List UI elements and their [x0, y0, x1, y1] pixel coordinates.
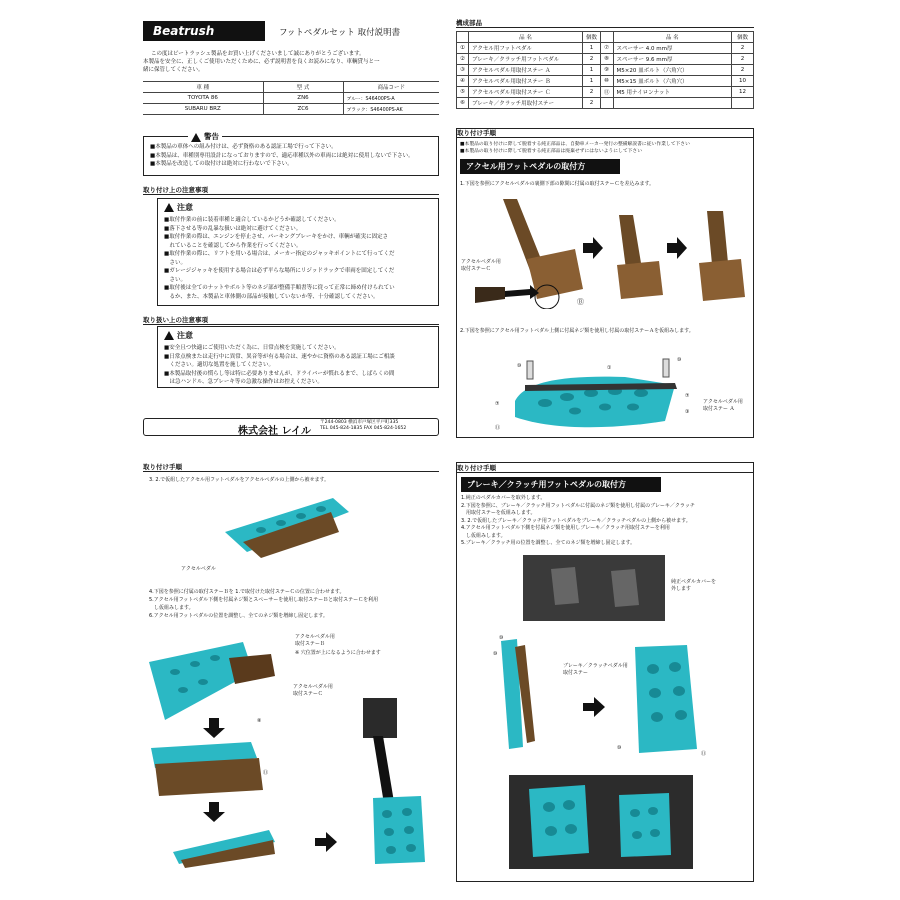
step-2-text: 2.下図を参照にアクセル用フットペダル上側に付属ネジ類を使用し付属の取付ステーＡを仮組みします。 [460, 328, 694, 334]
label-hole-note: ※ 穴位置が上になるように合わせます [295, 650, 381, 656]
warning-icon [191, 133, 201, 142]
arrow-down-icon [203, 802, 225, 822]
parts-title: 構成部品 [456, 18, 754, 28]
step-line: 4.アクセル用フットペダル下側を付属ネジ類を使用しブレーキ／クラッチ用取付ステーを利用 [461, 525, 670, 531]
part-no: ⑥ [457, 98, 469, 109]
part-no: ③ [457, 65, 469, 76]
step-line: し仮組みします。 [149, 605, 194, 611]
table-row [457, 87, 754, 98]
caution-line: ■取付作業の際は、エンジンを停止させ、パーキングブレーキをかけ、車輌が確実に固定さ [164, 234, 389, 240]
accel-pedal-cover-photo [221, 490, 351, 560]
clutch-foot-pedal [619, 793, 671, 857]
num-label: ⑩ [499, 635, 504, 641]
table-row [457, 98, 754, 109]
product-code: ブラック：S46400PS-AK [343, 104, 439, 115]
num-label: ⑩ [617, 745, 622, 751]
col-vehicle: 車 種 [143, 82, 263, 93]
product-code: ブルー：S46400PS-A [343, 93, 439, 104]
accel-pedal-assembly [505, 341, 695, 437]
intro-line: この度はビートラッシュ製品をお買い上げくださいまして誠にありがとうございます。 [151, 51, 365, 57]
part-no: ⑨ [601, 65, 614, 76]
label-stay-c [293, 684, 333, 697]
warning-line: ■本製品を改造しての取付けは絶対に行わないで下さい。 [150, 161, 293, 167]
part-no: ⑩ [601, 76, 614, 87]
caution-heading: 注意 [164, 330, 432, 341]
part-name: アクセル用フットペダル [469, 43, 583, 54]
step-line: 用取付ステーを仮組みします。 [461, 510, 536, 516]
caution-line: ください。適切な処置を施してください。 [164, 362, 275, 368]
intro-line: 緒に保管してください。 [143, 67, 204, 73]
caution-icon [164, 203, 174, 212]
address-line: 〒244-0803 横浜市戸塚区平戸町335 [320, 420, 399, 425]
label-line: アクセルペダル用 [293, 684, 333, 690]
label-line: 取付ステーＢ [295, 640, 325, 647]
part-name: スペーサー 9.6 mm厚 [613, 54, 731, 65]
part-qty: 2 [583, 87, 601, 98]
step-line: 6.アクセル用フットペダルの位置を調整し、全てのネジ類を増締し固定します。 [149, 613, 328, 619]
caution-line: は急ハンドル、急ブレーキ等の急激な操作はお控えください。 [164, 379, 323, 385]
brake-foot-pedal [635, 645, 697, 753]
installed-brake-clutch-photo [509, 775, 693, 869]
insert-arrow [505, 285, 539, 299]
step-line: 4.下図を参照に付属の取付ステーＢを 1.で取付けた取付ステーＣの位置に合わせます。 [149, 589, 345, 595]
pedal-stay-photo-3 [693, 211, 749, 303]
caution-heading: 注意 [164, 202, 432, 213]
arrow-right-icon [315, 832, 337, 852]
part-qty: 1 [583, 43, 601, 54]
accel-pedal-pad [617, 261, 663, 299]
col-model: 型 式 [263, 82, 343, 93]
pedal-stay-photo [475, 199, 595, 309]
section-install-steps: 取り付け手順 [457, 128, 753, 138]
label-line: 外します [671, 585, 692, 592]
steps-4-6-text [149, 588, 378, 620]
vehicle-model: ZN6 [263, 93, 343, 104]
address-line: TEL 045-824-1835 FAX 045-824-1652 [320, 426, 407, 431]
vehicle-model: ZC6 [263, 104, 343, 115]
label-line: アクセルペダル用 [295, 634, 335, 640]
stock-pedals-photo [523, 555, 665, 621]
part-name: スペーサー 4.0 mm厚 [613, 43, 731, 54]
bolt-left [527, 361, 533, 379]
company-name: 株式会社 レイル [238, 426, 311, 437]
warning-line: ■本製品は、車種別専用設計になっておりますので、適応車種以外の車両には絶対に使用しないで下さい。 [150, 152, 414, 159]
arrow-right-icon [583, 697, 605, 717]
step-line: 5.ブレーキ／クラッチ用の位置を調整し、全てのネジ類を増締し固定します。 [461, 540, 636, 546]
vehicle-table [143, 81, 439, 115]
num-label: ① [607, 365, 612, 371]
note-line: ■本製品の取り付けに際して脱着する純正部品は、自動車メーカー発行の整備解説書に従い作業して下さい [460, 142, 690, 147]
caution-line: さい。 [164, 276, 187, 283]
col-qty: 個数 [732, 32, 754, 43]
caution-icon [164, 331, 174, 340]
stock-brake-pedal [551, 567, 579, 605]
intro-line: 本製品を安全に、正しくご使用いただくために、必ず説明書を良くお読みになり、車輌貸与と一 [143, 59, 380, 65]
pedal-stay-photo-2 [609, 215, 667, 301]
label-line: ブレーキ／クラッチペダル用 [563, 663, 628, 669]
arrow-right-icon [667, 237, 687, 259]
caution-line: さい。 [164, 259, 187, 266]
num-label: ⑪ [495, 425, 501, 431]
label-line: アクセルペダル用 [703, 399, 743, 405]
caution-line: ■落下させる等の乱暴な扱いは絶対に避けてください。 [164, 225, 302, 232]
pedal-bracket [363, 698, 397, 738]
company-footer [143, 418, 439, 436]
installed-pedal-photo [349, 698, 437, 868]
label-b: Ⓑ [577, 298, 584, 306]
stay-c-part [475, 287, 505, 303]
bolt-right [663, 359, 669, 377]
part-qty: 2 [732, 54, 754, 65]
page-2 [456, 18, 754, 438]
table-row [457, 54, 754, 65]
col-code: 商品コード [343, 82, 439, 93]
brake-stay-assembly [491, 637, 551, 757]
vehicle-name: TOYOTA 86 [143, 93, 263, 104]
part-name: ブレーキ／クラッチ用フットペダル [469, 54, 583, 65]
part-name: アクセルペダル用取付ステー Ｃ [469, 87, 583, 98]
stay-b-part [155, 758, 263, 796]
step-line: し仮組みします。 [461, 532, 506, 539]
arrow-down-icon [203, 718, 225, 738]
num-label: ③ [685, 409, 690, 415]
part-qty: 10 [732, 76, 754, 87]
caution-line: れていることを確認してから作業を行ってください。 [164, 242, 302, 249]
caution-box-1 [157, 198, 439, 306]
intro-text [143, 50, 439, 74]
num-label: ⑪ [701, 751, 707, 757]
vehicle-name: SUBARU BRZ [143, 104, 263, 115]
section-install-cautions: 取り付け上の注意事項 [143, 185, 439, 195]
caution-line: ■取付後は全てのナットやボルト等のネジ部が整備手順書等に従って正常に締め付けられてい [164, 285, 395, 291]
stock-clutch-pedal [611, 569, 639, 607]
label-stay-a [703, 399, 743, 412]
accel-banner: アクセル用フットペダルの取付方 [460, 159, 620, 174]
section-install-steps: 取り付け手順 [457, 463, 753, 473]
part-qty: 2 [583, 98, 601, 109]
caution-line: ■取付作業の前に装着車種と適合しているかどうか確認してください。 [164, 217, 340, 223]
page-1 [143, 18, 439, 438]
num-label: ⑪ [263, 770, 269, 776]
accel-foot-pedal [373, 796, 425, 864]
warning-line: ■本製品の車体への組み付けは、必ず資格のある認証工場で行って下さい。 [150, 144, 337, 150]
caution-line: ■安全且つ快適にご使用いただく為に、日常点検を実施してください。 [164, 345, 340, 351]
step-1-text: 1.下図を参照にアクセルペダルの裏側下部の隙間に付属の取付ステーＣを差込みます。 [460, 181, 655, 187]
num-label: ⑩ [493, 651, 498, 657]
install-frame [456, 128, 754, 438]
part-no [601, 98, 614, 109]
part-qty: 12 [732, 87, 754, 98]
warning-heading: 警告 [188, 131, 222, 142]
part-no: ⑧ [601, 54, 614, 65]
page-title: フットペダルセット 取付説明書 [279, 28, 401, 38]
label-stay-b [295, 634, 335, 647]
label-line: 取付ステーＣ [293, 690, 323, 697]
label-accel-pedal: アクセルペダル [181, 566, 216, 572]
page-4 [456, 462, 754, 882]
label-line: 純正ペダルカバーを [671, 579, 717, 585]
label-stay-c [461, 259, 501, 272]
part-name: ブレーキ／クラッチ用取付ステー [469, 98, 583, 109]
caution-line: ■取付作業の際に、リフトを用いる場合は、メーカー指定のジャッキポイントにて行ってくだ [164, 251, 395, 257]
num-label: ⑦ [495, 401, 500, 407]
brake-pedal-installed [617, 637, 707, 763]
part-name: M5×20 皿ボルト（六角穴） [613, 65, 731, 76]
table-row [457, 43, 754, 54]
section-install-steps: 取り付け手順 [143, 462, 439, 472]
num-label: ⑦ [685, 393, 690, 399]
install-notes [460, 141, 690, 155]
caution-line: ■本製品取付後の慣らし等は特に必要ありませんが、ドライバーが慣れるまで、しばらくの間 [164, 370, 395, 377]
part-qty: 2 [732, 65, 754, 76]
stay-b-photo [143, 632, 283, 722]
col-no [601, 32, 614, 43]
part-qty: 2 [732, 43, 754, 54]
part-name: M5×15 皿ボルト（六角穴） [613, 76, 731, 87]
part-qty [732, 98, 754, 109]
warning-box [143, 132, 439, 176]
arrow-right-icon [583, 237, 603, 259]
part-name: アクセルペダル用取付ステー Ａ [469, 65, 583, 76]
label-line: 取付ステー Ａ [703, 405, 735, 412]
page-3 [143, 462, 439, 882]
label-line: 取付ステー [563, 669, 588, 676]
step-line: 5.アクセル用フットペダル下側を付属ネジ類とスペーサーを使用し取付ステーＢと取付ステーＣを利用 [149, 597, 379, 603]
num-label: ⑩ [517, 363, 522, 369]
part-name: アクセルペダル用取付ステー Ｂ [469, 76, 583, 87]
final-pedal-photo [169, 824, 279, 870]
part-qty: 2 [583, 54, 601, 65]
col-qty: 個数 [583, 32, 601, 43]
part-no: ⑦ [601, 43, 614, 54]
caution-line: ■日常点検または走行中に異常、異音等が有る場合は、速やかに資格のある認証工場にご相談 [164, 353, 395, 360]
note-line: ■本製品の取り付けに際して脱着する純正部品は廃棄せずにはないようにして下さい [460, 149, 643, 154]
brake-steps-text [461, 495, 695, 548]
stay-b-assembly-photo [147, 738, 267, 798]
step-line: 1.純正のペダルカバーを取外します。 [461, 495, 546, 501]
col-name: 品 名 [613, 32, 731, 43]
step-3-text: 3. 2.で仮組したアクセル用フットペダルをアクセルペダルの上側から被せます。 [149, 477, 330, 483]
part-qty: 1 [583, 76, 601, 87]
part-no: ⑪ [601, 87, 614, 98]
col-name: 品 名 [469, 32, 583, 43]
brand-logo: Beatrush [143, 21, 265, 41]
accel-pedal-pad [699, 259, 745, 301]
num-label: ⑧ [257, 718, 262, 724]
label-remove-cover [671, 579, 716, 592]
part-no: ① [457, 43, 469, 54]
parts-table [456, 31, 754, 109]
part-no: ② [457, 54, 469, 65]
label-line: 取付ステーＣ [461, 265, 491, 272]
caution-line: ■ガレージジャッキを使用する場合は必ず平らな場所にリジッドラックで車両を固定してくだ [164, 268, 395, 274]
part-qty: 1 [583, 65, 601, 76]
brake-banner: ブレーキ／クラッチ用フットペダルの取付方 [461, 477, 661, 492]
table-row [457, 65, 754, 76]
step-line: 2.下図を参照に、ブレーキ／クラッチ用フットペダルに付属のネジ類を使用し付属のブレーキ／クラッチ [461, 502, 695, 509]
brake-foot-pedal [529, 785, 589, 857]
section-handling-cautions: 取り扱い上の注意事項 [143, 315, 439, 325]
part-name [613, 98, 731, 109]
caution-box-2 [157, 326, 439, 388]
label-line: アクセルペダル用 [461, 259, 501, 265]
step-line: 3. 2.で仮組したブレーキ／クラッチ用フットペダルをブレーキ／クラッチペダルの上側から被せます。 [461, 517, 691, 524]
num-label: ⑩ [677, 357, 682, 363]
stay-b-part [229, 654, 275, 684]
part-no: ④ [457, 76, 469, 87]
caution-line: るか、また、本製品と車体側の部品が接触していないか等、十分確認してください。 [164, 293, 379, 300]
table-row [457, 76, 754, 87]
company-address [320, 420, 406, 432]
col-no [457, 32, 469, 43]
part-no: ⑤ [457, 87, 469, 98]
part-name: M5 用ナイロンナット [613, 87, 731, 98]
